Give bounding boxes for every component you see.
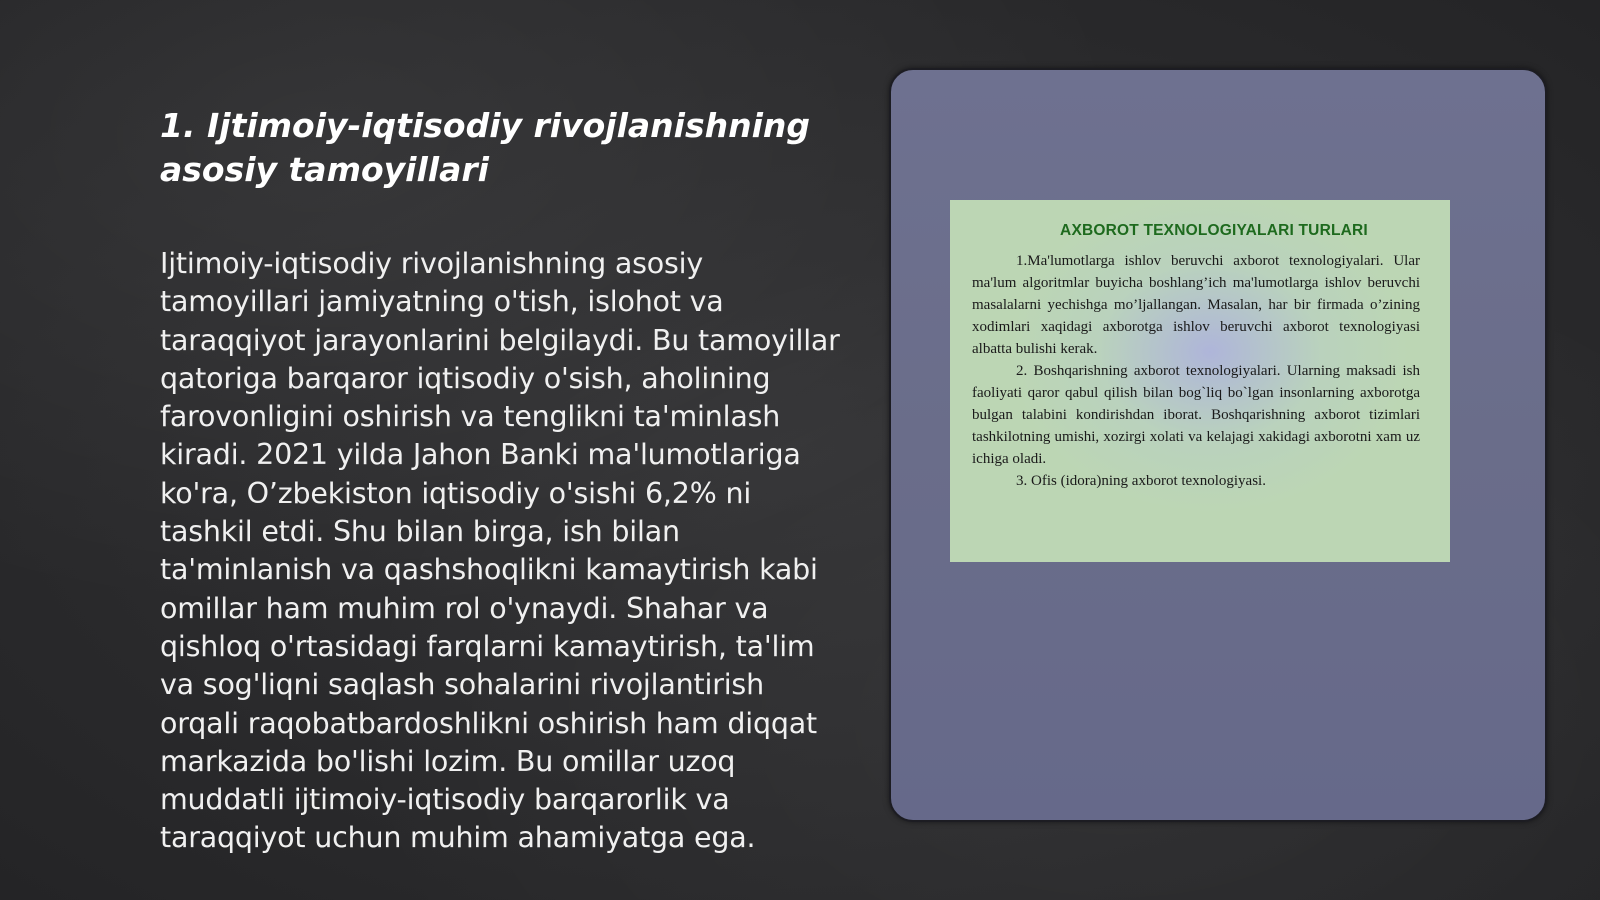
document-heading: AXBOROT TEXNOLOGIYALARI TURLARI bbox=[1060, 222, 1368, 239]
slide-body-text: Ijtimoiy-iqtisodiy rivojlanishning asosiy tamoyillari jamiyatning o'tish, islohot va taraqqiyot jarayonlarini belgilaydi. Bu tamoyillar qatoriga barqaror iqtisodiy o'sish, aholining farovonligini oshirish va tenglikni ta'minlash kiradi. 2021 yilda Jahon Banki ma'lumotlariga ko'ra, O’zbekiston iqtisodiy o'sishi 6,2% ni tashkil etdi. Shu bilan birga, ish bilan ta'minlanish va qashshoqlikni kamaytirish kabi omillar ham muhim rol o'ynaydi. Shahar va qishloq o'rtasidagi farqlarni kamaytirish, ta'lim va sog'liqni saqlash sohalarini rivojlantirish orqali raqobatbardoshlikni oshirish ham diqqat markazida bo'lishi lozim. Bu omillar uzoq muddatli ijtimoiy-iqtisodiy barqarorlik va taraqqiyot uchun muhim ahamiyatga ega. bbox=[160, 247, 840, 855]
document-paragraph-1: 1.Ma'lumotlarga ishlov beruvchi axborot texnologiyalari. Ular ma'lum algoritmlar buyicha boshlang’ich ma'lumotlarga ishlov beruvchi masalalarni yechishga mo’ljallangan. Masalan, har bir firmada o’zining xodimlari xaqidagi axborotga ishlov beruvchi axborot texnologiyasi albatta bulishi kerak. bbox=[972, 253, 1420, 357]
slide-title: 1. Ijtimoiy-iqtisodiy rivojlanishning asosiy tamoyillari bbox=[160, 106, 811, 189]
document-paragraph-2: 2. Boshqarishning axborot texnologiyalari. Ularning maksadi ish faoliyati qaror qabul qilish bilan bog`liq bo`lgan insonlarning axborotga bulgan talabini kondirishdan iborat. Boshqarishning axborot tizimlari tashkilotning umishi, xozirgi xolati va kelajagi xakidagi axborotni xam uz ichiga oladi. bbox=[972, 363, 1420, 467]
document-paragraph-3: 3. Ofis (idora)ning axborot texnologiyasi. bbox=[1016, 473, 1266, 489]
document-image bbox=[950, 200, 1450, 562]
